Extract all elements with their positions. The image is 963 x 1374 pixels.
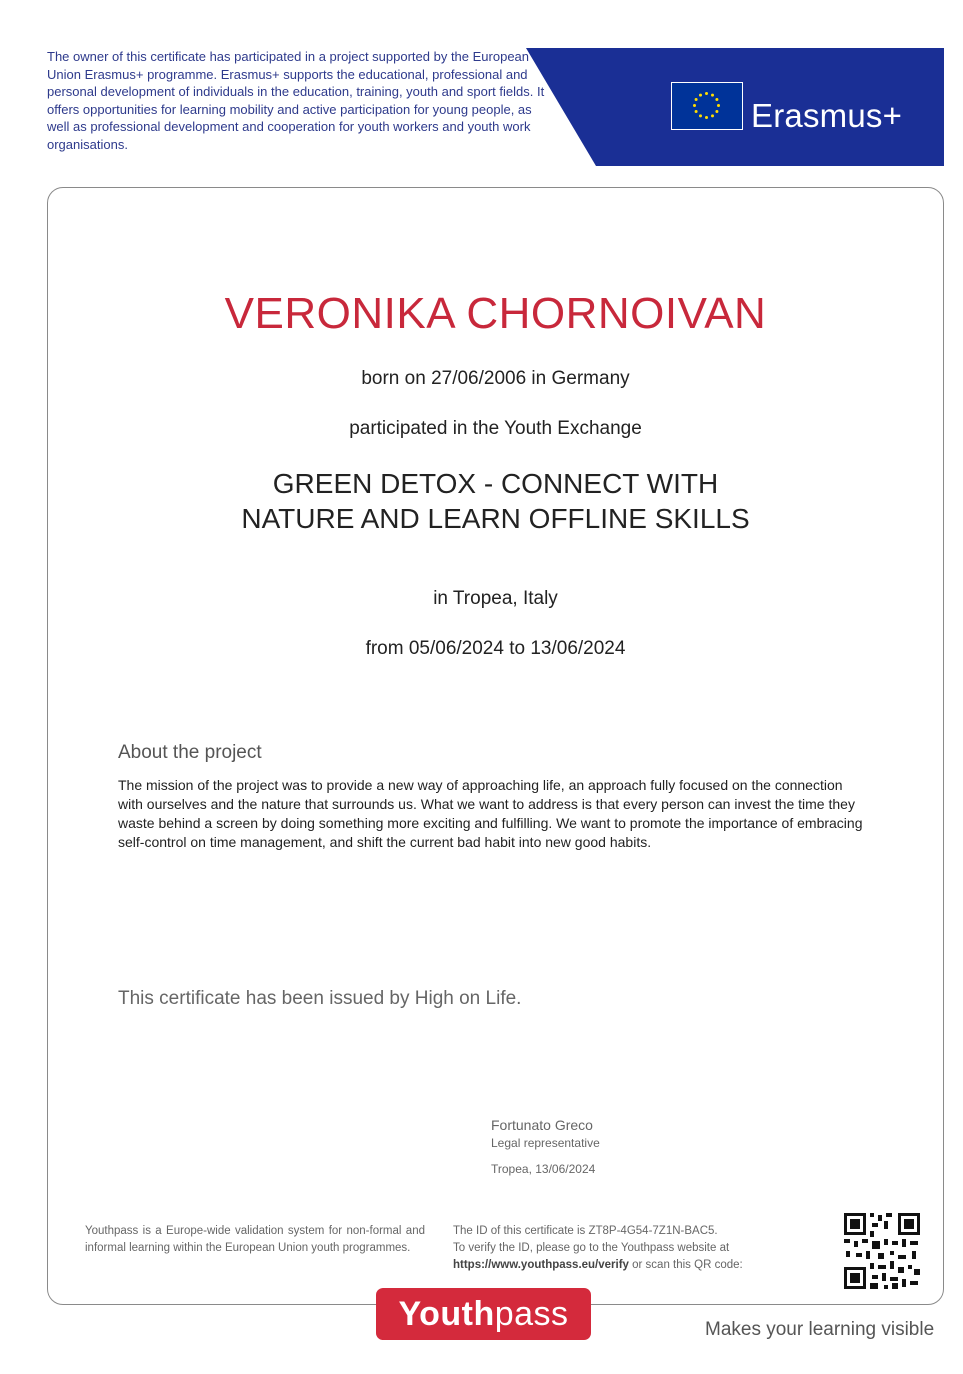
project-title xyxy=(47,466,944,536)
verify-tail: or scan this QR code: xyxy=(628,1259,743,1271)
qr-code-icon[interactable] xyxy=(842,1211,922,1291)
verify-url-line xyxy=(453,1257,833,1274)
youthpass-logo-regular: pass xyxy=(494,1295,569,1333)
erasmus-logo-text: Erasmus+ xyxy=(751,97,903,134)
project-title-line-1: GREEN DETOX - CONNECT WITH xyxy=(272,468,719,499)
youthpass-logo-bold: Youth xyxy=(398,1295,495,1333)
youthpass-tagline: Makes your learning visible xyxy=(705,1319,935,1340)
birth-info: born on 27/06/2006 in Germany xyxy=(361,368,630,389)
youthpass-description: Youthpass is a Europe-wide validation system for non-formal and informal learning within the European Union youth programmes. xyxy=(85,1225,425,1254)
about-text: The mission of the project was to provide a new way of approaching life, an approach fully focused on the connection with ourselves and the nature that surrounds us. What we want to address is that every person can invest the time they waste behind a screen by doing something more exciting and fulfilling. We want to promote the importance of embracing self-control on time management, and shift the current bad habit into new good habits. xyxy=(118,777,863,850)
programme-intro-text: The owner of this certificate has participated in a project supported by the European Union Erasmus+ programme. Erasmus+ supports the educational, professional and personal development of individuals in the education, training, youth and sport fields. It offers opportunities for learning mobility and active participation for young people, as well as professional development and cooperation for youth workers and youth work organisations. xyxy=(47,49,545,152)
about-heading: About the project xyxy=(118,742,262,763)
signatory-name: Fortunato Greco xyxy=(491,1117,593,1133)
certificate-id-line: The ID of this certificate is ZT8P-4G54-7Z1N-BAC5. xyxy=(453,1225,718,1237)
youthpass-logo xyxy=(376,1288,591,1340)
verify-instruction: To verify the ID, please go to the Youthpass website at xyxy=(453,1242,730,1254)
project-location: in Tropea, Italy xyxy=(433,588,558,609)
signatory-role: Legal representative xyxy=(491,1136,600,1150)
project-dates: from 05/06/2024 to 13/06/2024 xyxy=(365,638,626,659)
participation-type: participated in the Youth Exchange xyxy=(349,418,642,439)
signature-place-date: Tropea, 13/06/2024 xyxy=(491,1162,596,1176)
project-title-line-2: NATURE AND LEARN OFFLINE SKILLS xyxy=(241,503,750,534)
verification-info xyxy=(453,1223,833,1274)
participant-name: VERONIKA CHORNOIVAN xyxy=(224,289,767,338)
verify-link[interactable]: https://www.youthpass.eu/verify xyxy=(453,1259,629,1271)
eu-flag-icon xyxy=(671,82,743,130)
issuer-statement: This certificate has been issued by High on Life. xyxy=(118,988,522,1009)
